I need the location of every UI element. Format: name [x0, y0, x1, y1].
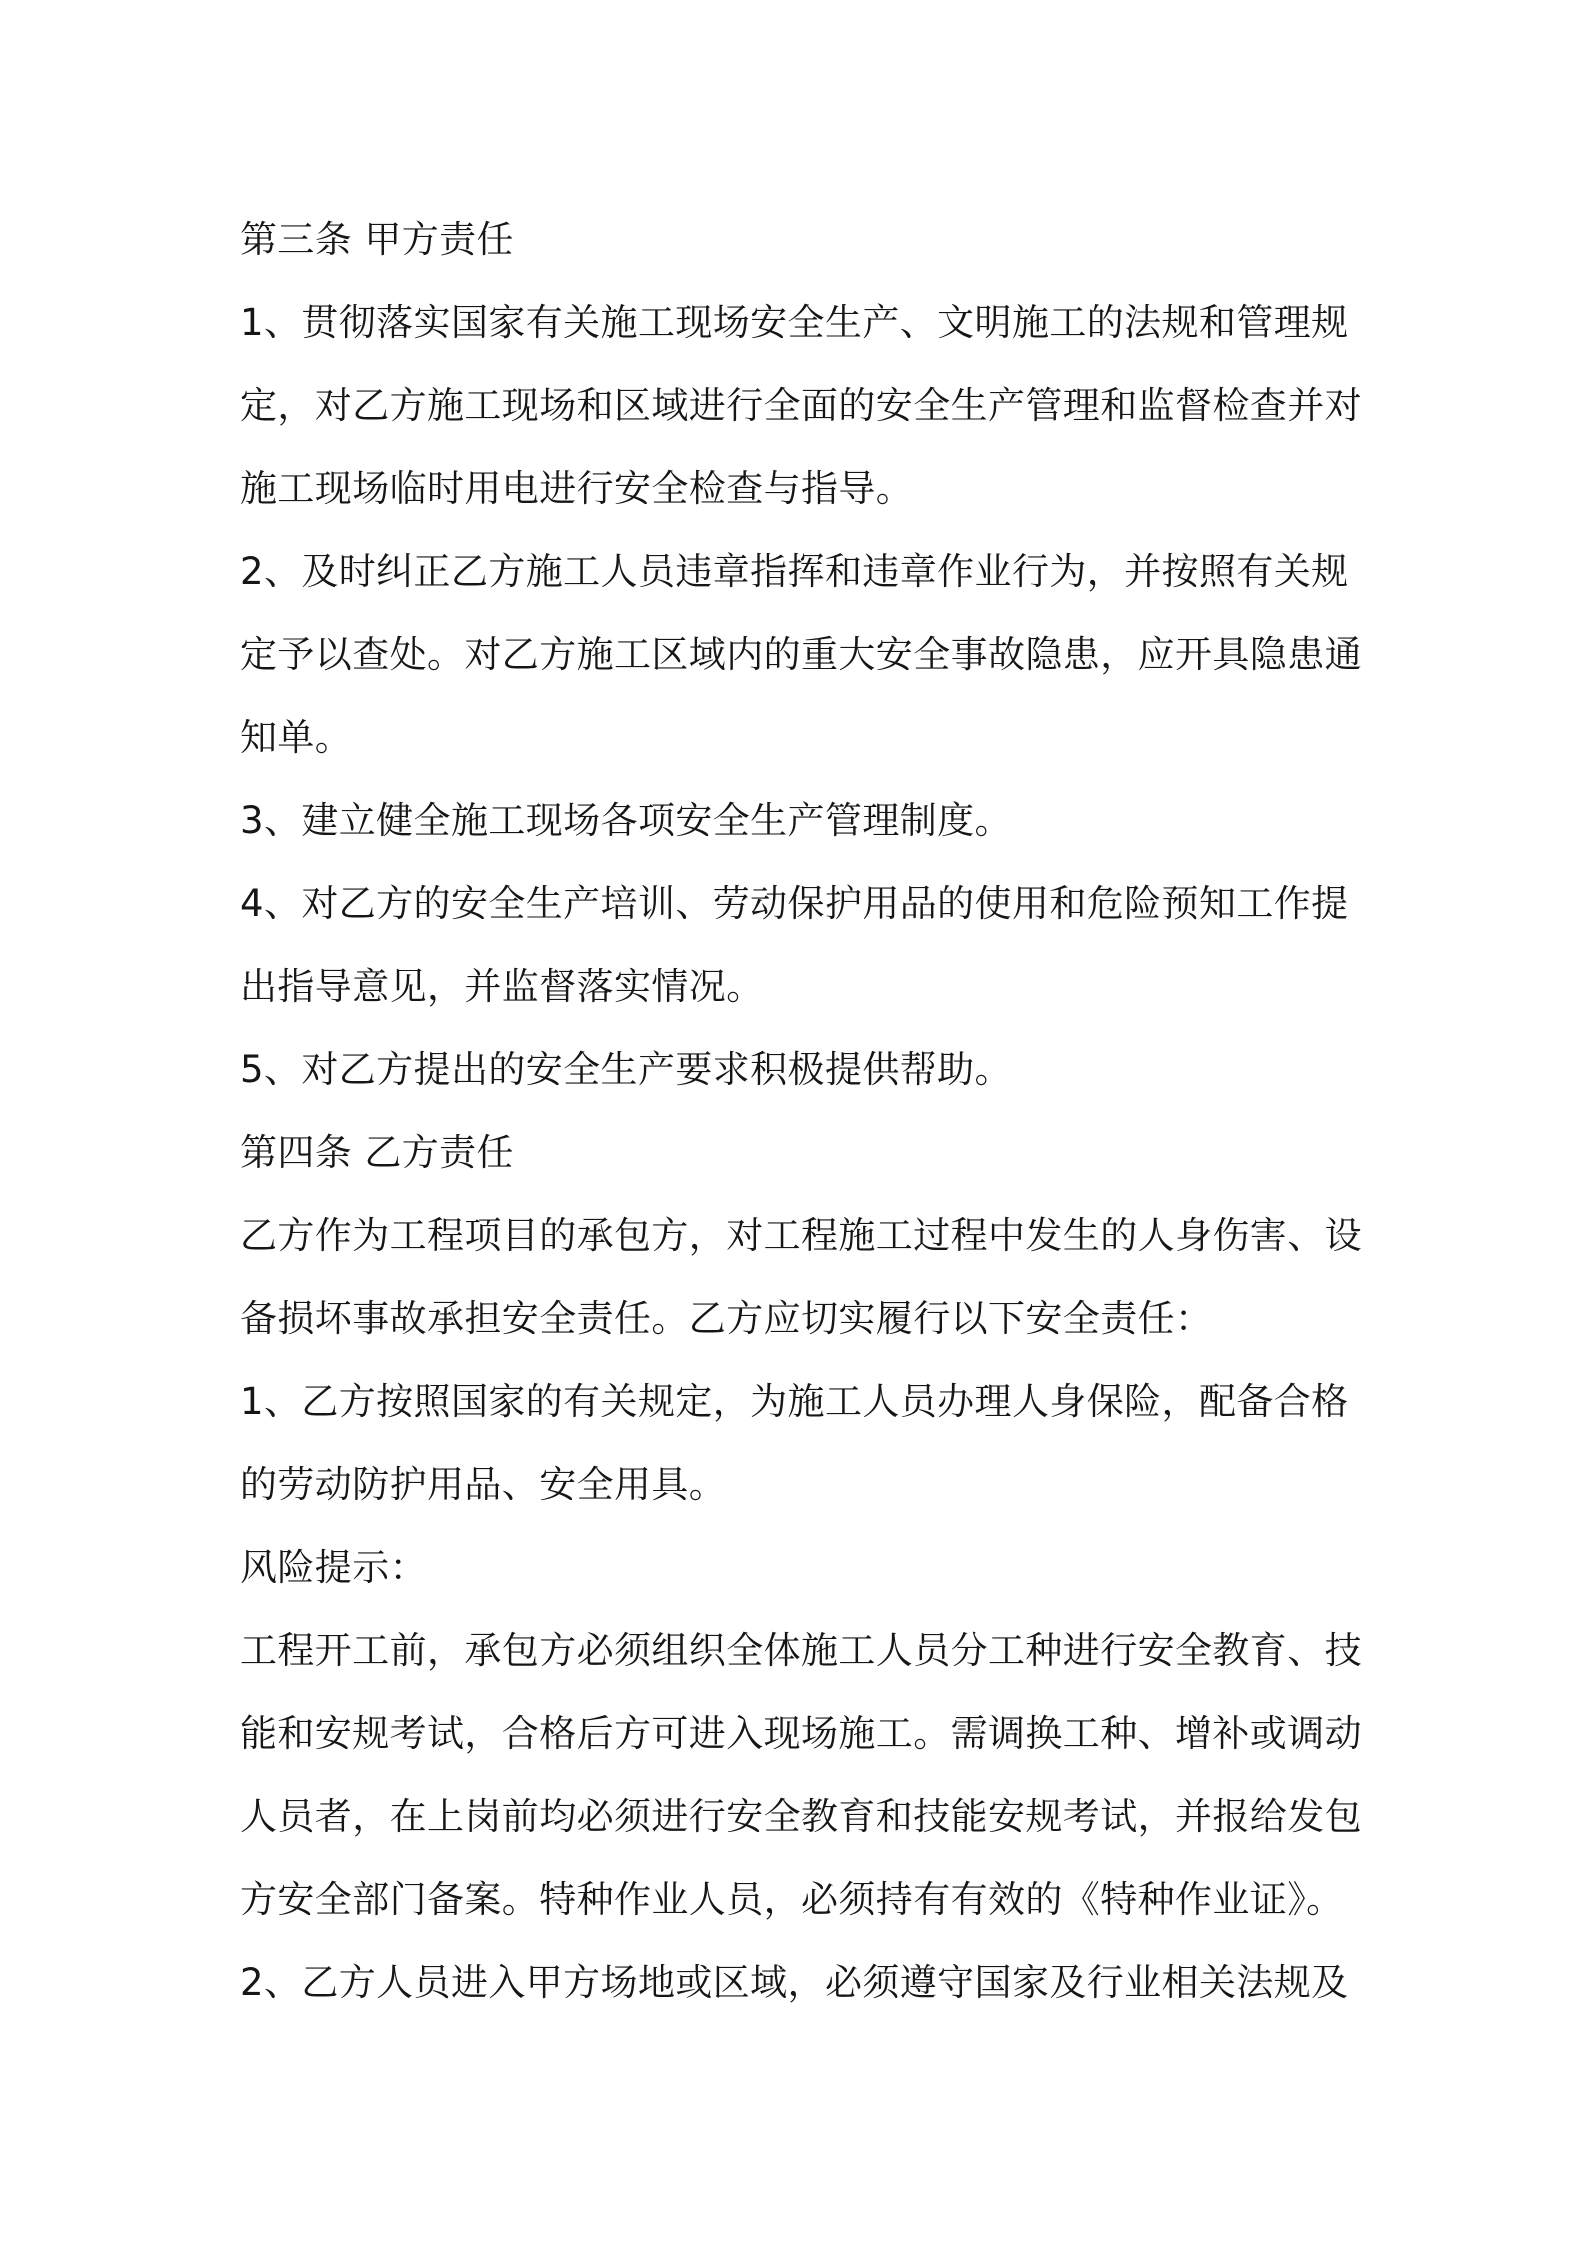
text-line: 4、对乙方的安全生产培训、劳动保护用品的使用和危险预知工作提	[240, 882, 1349, 925]
document-body	[240, 198, 1360, 2024]
text-line: 5、对乙方提出的安全生产要求积极提供帮助。	[240, 1048, 1012, 1091]
text-line: 1、乙方按照国家的有关规定，为施工人员办理人身保险，配备合格	[240, 1380, 1349, 1423]
text-line: 施工现场临时用电进行安全检查与指导。	[240, 467, 914, 510]
risk-tip-heading: 风险提示：	[240, 1546, 427, 1589]
article-3-heading: 第三条 甲方责任	[240, 218, 514, 261]
text-line: 3、建立健全施工现场各项安全生产管理制度。	[240, 799, 1012, 842]
text-line: 备损坏事故承担安全责任。乙方应切实履行以下安全责任：	[240, 1297, 1213, 1340]
text-line: 乙方作为工程项目的承包方，对工程施工过程中发生的人身伤害、设	[240, 1214, 1362, 1257]
text-line: 定，对乙方施工现场和区域进行全面的安全生产管理和监督检查并对	[240, 384, 1362, 427]
text-line: 的劳动防护用品、安全用具。	[240, 1463, 727, 1506]
text-line: 2、乙方人员进入甲方场地或区域，必须遵守国家及行业相关法规及	[240, 1961, 1349, 2004]
text-line: 出指导意见，并监督落实情况。	[240, 965, 764, 1008]
text-line: 知单。	[240, 716, 353, 759]
text-line: 2、及时纠正乙方施工人员违章指挥和违章作业行为，并按照有关规	[240, 550, 1349, 593]
text-line: 1、贯彻落实国家有关施工现场安全生产、文明施工的法规和管理规	[240, 301, 1349, 344]
text-line: 人员者，在上岗前均必须进行安全教育和技能安规考试，并报给发包	[240, 1795, 1362, 1838]
article-4-heading: 第四条 乙方责任	[240, 1131, 514, 1174]
text-line: 定予以查处。对乙方施工区域内的重大安全事故隐患，应开具隐患通	[240, 633, 1362, 676]
text-line: 工程开工前，承包方必须组织全体施工人员分工种进行安全教育、技	[240, 1629, 1362, 1672]
text-line: 能和安规考试，合格后方可进入现场施工。需调换工种、增补或调动	[240, 1712, 1362, 1755]
text-line: 方安全部门备案。特种作业人员，必须持有有效的《特种作业证》。	[240, 1878, 1344, 1921]
